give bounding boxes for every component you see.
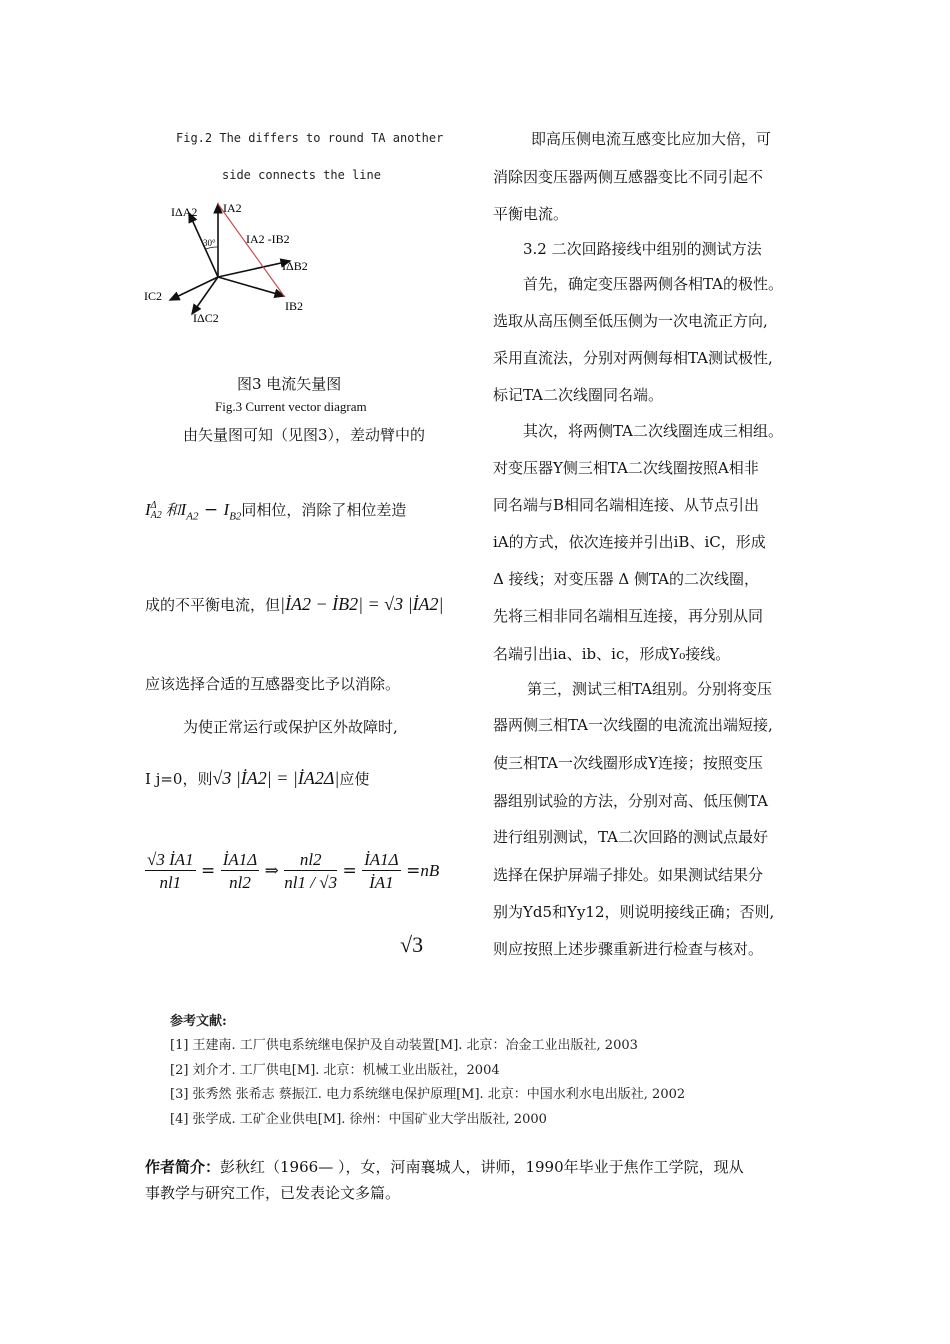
right-line-7: 采用直流法，分别对两侧每相TA测试极性, (493, 349, 773, 367)
left-paragraph-5: 为使正常运行或保护区外故障时, (183, 718, 398, 736)
fraction-denominator: nl1 / √3 (284, 873, 338, 892)
label-ia2: IA2 (223, 201, 242, 215)
formula-term: I (223, 500, 230, 519)
reference-item: [4] 张学成. 工矿企业供电[M]. 徐州：中国矿业大学出版社, 2000 (170, 1112, 547, 1127)
references-title: 参考文献: (170, 1014, 227, 1029)
fig3-caption-cn: 图3 电流矢量图 (237, 375, 342, 393)
fraction-numerator: İA1Δ (222, 850, 258, 869)
left-paragraph-4: 应该选择合适的互感器变比予以消除。 (145, 675, 401, 693)
right-line-16: 第三，测试三相TA组别。分别将变压 (527, 680, 773, 698)
label-ib2-delta: IΔB2 (282, 259, 308, 273)
fraction-denominator: nl2 (229, 873, 251, 892)
formula-sup: Δ (150, 499, 157, 511)
text-span: 应使 (339, 770, 370, 788)
unbalance-line (145, 594, 443, 615)
author-bio-line-1 (145, 1156, 744, 1177)
fraction-numerator: nl2 (284, 850, 337, 871)
formula-sub: B2 (229, 510, 242, 523)
fraction-denominator: İA1 (369, 873, 394, 892)
right-line-11: 同名端与B相同名端相连接、从节点引出 (493, 496, 760, 514)
label-ic2-delta: IΔC2 (193, 311, 219, 325)
right-line-20: 进行组别测试，TA二次回路的测试点最好 (493, 828, 769, 846)
right-line-21: 选择在保护屏端子排处。如果测试结果分 (493, 866, 764, 884)
formula-minus: − (198, 500, 224, 520)
vector-ib2 (218, 277, 284, 296)
formula-sub: A2 (186, 510, 199, 523)
formula-and: 和 (161, 503, 181, 519)
current-vector-diagram (135, 192, 315, 332)
label-angle: 30° (203, 238, 216, 248)
right-line-13: Δ 接线；对变压器 Δ 侧TA的二次线圈， (493, 570, 759, 588)
fraction (145, 850, 196, 893)
vector-ib2-delta (218, 261, 290, 277)
text-span: 成的不平衡电流，但 (145, 596, 281, 614)
fraction-denominator: nl1 (159, 873, 182, 892)
equals-sign: = (342, 861, 357, 881)
reference-item: [2] 刘介才. 工厂供电[M]. 北京：机械工业出版社，2004 (170, 1063, 500, 1078)
condition-formula: √3 |İA2| = |İA2Δ| (212, 768, 340, 788)
formula-sub: A2 (150, 509, 162, 521)
fraction (362, 850, 401, 893)
reference-item: [3] 张秀然 张希志 蔡振江. 电力系统继电保护原理[M]. 北京：中国水利水电出版社, 2002 (170, 1087, 686, 1102)
label-difference: IA2 -IB2 (246, 232, 290, 246)
right-line-6: 选取从高压侧至低压侧为一次电流正方向, (493, 312, 768, 330)
label-ia2-delta: IΔA2 (171, 205, 198, 219)
right-line-17: 器两侧三相TA一次线圈的电流流出端短接, (493, 716, 773, 734)
author-bio-text: 彭秋红（1966— ），女，河南襄城人，讲师，1990年毕业于焦作工学院，现从 (220, 1158, 744, 1176)
right-line-2: 消除因变压器两侧互感器变比不同引起不 (493, 168, 764, 186)
right-line-15: 名端引出ia、ib、ic，形成Y₀接线。 (493, 645, 731, 663)
magnitude-formula: |İA2 − İB2| = √3 |İA2| (280, 594, 444, 614)
condition-line (145, 768, 369, 789)
fraction-numerator: √3 İA1 (147, 850, 194, 869)
fig3-caption-en: Fig.3 Current vector diagram (215, 399, 367, 414)
right-line-12: iA的方式，依次连接并引出iB、iC，形成 (493, 533, 766, 551)
left-paragraph-1: 由矢量图可知（见图3），差动臂中的 (183, 426, 426, 444)
right-line-3: 平衡电流。 (493, 205, 569, 223)
right-line-19: 器组别试验的方法，分别对高、低压侧TA (493, 792, 769, 810)
fig2-caption-line1: Fig.2 The differs to round TA another (176, 131, 444, 145)
right-line-8: 标记TA二次线圈同名端。 (493, 386, 664, 404)
right-line-9: 其次，将两侧TA二次线圈连成三相组。 (523, 422, 784, 440)
fraction (284, 850, 337, 893)
fraction (221, 850, 260, 893)
formula-term: I (145, 500, 151, 519)
formula-script (151, 501, 162, 521)
author-bio-label: 作者简介： (145, 1158, 221, 1176)
equals-sign: = (406, 861, 421, 881)
equation-rhs: nB (420, 861, 440, 880)
right-line-22: 别为Yd5和Yy12，则说明接线正确；否则, (493, 903, 775, 921)
formula-term: I (180, 500, 187, 519)
text-span: 同相位，消除了相位差造 (241, 501, 407, 519)
section-heading-3-2: 3.2 二次回路接线中组别的测试方法 (523, 240, 762, 258)
equals-sign: = (201, 861, 216, 881)
right-line-14: 先将三相非同名端相互连接，再分别从同 (493, 607, 764, 625)
reference-item: [1] 王建南. 工厂供电系统继电保护及自动装置[M]. 北京：冶金工业出版社, 2003 (170, 1038, 638, 1053)
fraction-numerator: İA1Δ (364, 850, 399, 869)
implies-sign: ⇒ (264, 861, 279, 881)
author-bio-line-2: 事教学与研究工作，已发表论文多篇。 (145, 1184, 401, 1202)
difference-line (218, 204, 284, 296)
label-ic2: IC2 (144, 289, 162, 303)
fig2-caption-line2: side connects the line (222, 168, 381, 182)
right-line-18: 使三相TA一次线圈形成Y连接；按照变压 (493, 754, 763, 772)
phase-formula-line (145, 499, 406, 522)
ratio-equation (145, 850, 439, 893)
right-line-1: 即高压侧电流互感变比应加大倍，可 (531, 130, 772, 148)
right-line-10: 对变压器Y侧三相TA二次线圈按照A相非 (493, 459, 759, 477)
right-line-5: 首先，确定变压器两侧各相TA的极性。 (523, 275, 784, 293)
text-span: I j=0，则 (145, 770, 213, 788)
right-line-23: 则应按照上述步骤重新进行检查与核对。 (493, 940, 764, 958)
stray-sqrt: √3 (400, 932, 424, 957)
label-ib2: IB2 (285, 299, 303, 313)
